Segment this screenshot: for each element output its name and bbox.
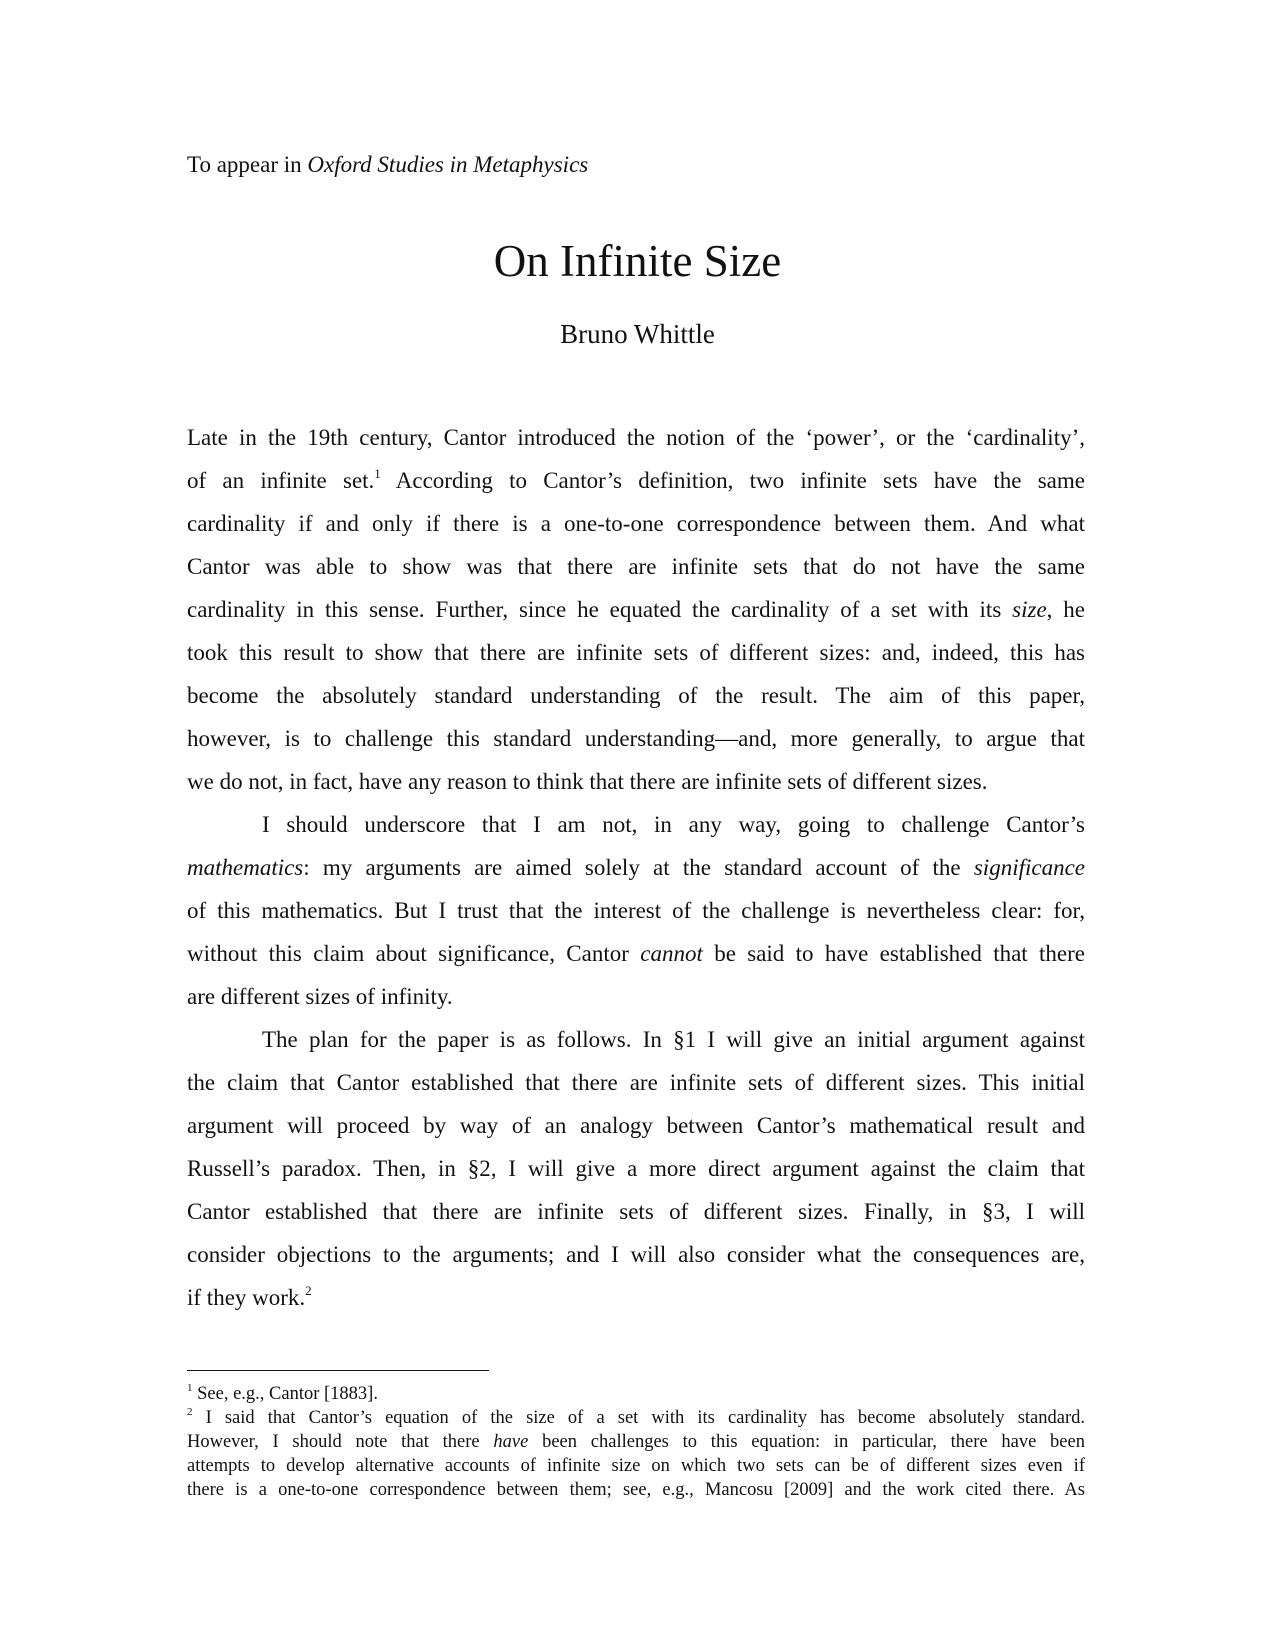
paragraph-line: argument will proceed by way of an analogy between Cantor’s mathematical result and bbox=[187, 1113, 1085, 1138]
footnote-marker: 2 bbox=[305, 1283, 312, 1298]
paper-title: On Infinite Size bbox=[493, 236, 782, 286]
paragraph-line: are different sizes of infinity. bbox=[187, 984, 453, 1009]
paragraph-line: if they work.$^2$ bbox=[187, 1283, 312, 1310]
paragraph-line: Russell’s paradox. Then, in §2, I will give a more direct argument against the claim that bbox=[187, 1156, 1085, 1181]
paragraph-line: the claim that Cantor established that there are infinite sets of different sizes. This initial bbox=[187, 1070, 1085, 1095]
footnote-marker: 1 bbox=[374, 466, 381, 481]
paper-author: Bruno Whittle bbox=[560, 319, 715, 349]
paragraph-line: mathematics: my arguments are aimed solely at the standard account of the significance bbox=[187, 855, 1085, 880]
paragraph-line: Cantor established that there are infinite sets of different sizes. Finally, in §3, I will bbox=[187, 1199, 1085, 1224]
footnote-marker: 1 bbox=[187, 1382, 193, 1394]
journal-name: Oxford Studies in Metaphysics bbox=[307, 152, 589, 177]
footnote-line: there is a one-to-one correspondence between them; see, e.g., Mancosu [2009] and the work cited there. As bbox=[187, 1480, 1085, 1500]
paper-body bbox=[187, 423, 1085, 1326]
emphasis: mathematics bbox=[187, 855, 304, 880]
paragraph-line: of this mathematics. But I trust that the interest of the challenge is nevertheless clear: for, bbox=[187, 898, 1085, 923]
paragraph-line: Late in the 19th century, Cantor introduced the notion of the ‘power’, or the ‘cardinality’, bbox=[187, 425, 1085, 450]
emphasis: have bbox=[493, 1432, 529, 1452]
footnote-line: $^1$ See, e.g., Cantor [1883]. bbox=[187, 1382, 378, 1404]
paragraph-line: consider objections to the arguments; and I will also consider what the consequences are, bbox=[187, 1242, 1085, 1267]
venue-note bbox=[187, 150, 588, 180]
footnote-rule bbox=[187, 1370, 489, 1371]
venue-prefix: To appear in bbox=[187, 152, 308, 177]
paragraph-line: cardinality in this sense. Further, since he equated the cardinality of a set with its size, he bbox=[187, 597, 1085, 622]
paragraph-line: The plan for the paper is as follows. In §1 I will give an initial argument against bbox=[262, 1027, 1085, 1052]
paragraph-line: become the absolutely standard understanding of the result. The aim of this paper, bbox=[187, 683, 1085, 708]
paragraph-line: I should underscore that I am not, in any way, going to challenge Cantor’s bbox=[262, 812, 1085, 837]
emphasis: significance bbox=[973, 855, 1085, 880]
paragraph-line: of an infinite set.$^1$ According to Cantor’s definition, two infinite sets have the same bbox=[187, 466, 1085, 493]
paragraph-line: Cantor was able to show was that there are infinite sets that do not have the same bbox=[187, 554, 1085, 579]
footnote-line: $^2$ I said that Cantor’s equation of the size of a set with its cardinality has become absolutely standard. bbox=[187, 1406, 1085, 1428]
footnotes bbox=[187, 1382, 1085, 1502]
paragraph-line: however, is to challenge this standard understanding—and, more generally, to argue that bbox=[187, 726, 1085, 751]
paragraph-line: we do not, in fact, have any reason to think that there are infinite sets of different sizes. bbox=[187, 769, 988, 794]
paragraph-line: took this result to show that there are infinite sets of different sizes: and, indeed, this has bbox=[187, 640, 1085, 665]
footnote-line: However, I should note that there have been challenges to this equation: in particular, there have been bbox=[187, 1432, 1085, 1452]
paragraph-line: cardinality if and only if there is a one-to-one correspondence between them. And what bbox=[187, 511, 1085, 536]
emphasis: size bbox=[1012, 597, 1047, 622]
emphasis: cannot bbox=[640, 941, 703, 966]
footnote-marker: 2 bbox=[187, 1406, 193, 1418]
paragraph-line: without this claim about significance, Cantor cannot be said to have established that there bbox=[187, 941, 1085, 966]
footnote-line: attempts to develop alternative accounts of infinite size on which two sets can be of different sizes even if bbox=[187, 1456, 1085, 1476]
